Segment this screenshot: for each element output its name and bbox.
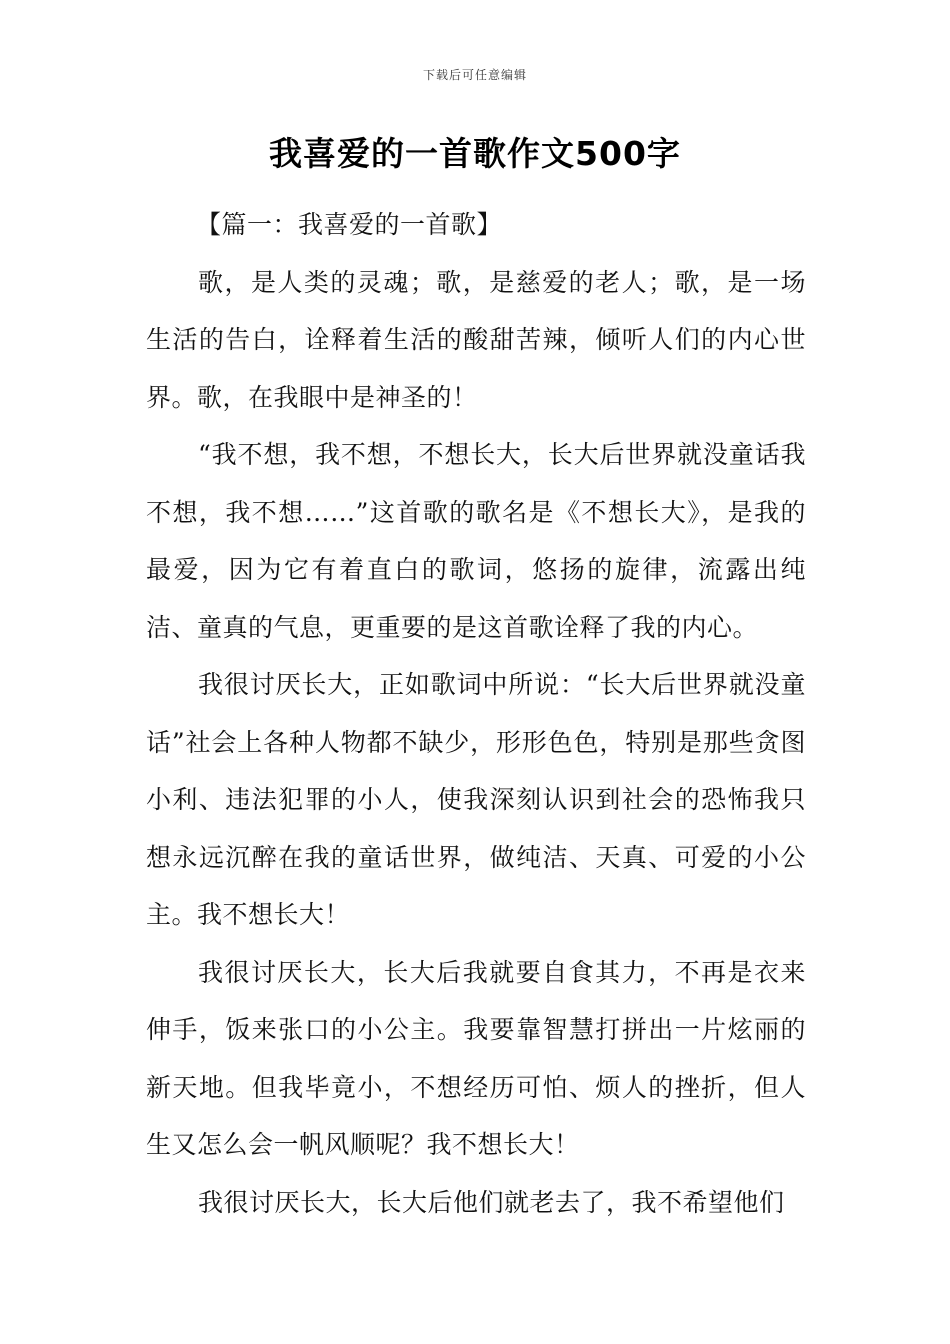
essay-body bbox=[146, 196, 806, 1231]
paragraph-5: 我很讨厌长大，长大后他们就老去了，我不希望他们 bbox=[198, 1187, 785, 1217]
header-note: 下载后可任意编辑 bbox=[422, 68, 527, 82]
paragraph-2: “我不想，我不想，不想长大，长大后世界就没童话我不想，我不想……”这首歌的歌名是《不想长大》，是我的最爱，因为它有着直白的歌词，悠扬的旋律，流露出纯洁、童真的气息，更重要的是这首歌诠释了我的内心。 bbox=[146, 440, 806, 642]
page-title: 我喜爱的一首歌作文500字 bbox=[269, 134, 681, 173]
paragraph-1: 歌，是人类的灵魂；歌，是慈爱的老人；歌，是一场生活的告白，诠释着生活的酸甜苦辣，倾听人们的内心世界。歌，在我眼中是神圣的！ bbox=[146, 267, 806, 412]
paragraph-4: 我很讨厌长大，长大后我就要自食其力，不再是衣来伸手，饭来张口的小公主。我要靠智慧打拼出一片炫丽的新天地。但我毕竟小，不想经历可怕、烦人的挫折，但人生又怎么会一帆风顺呢？我不想长大！ bbox=[146, 957, 806, 1159]
paragraph-3: 我很讨厌长大，正如歌词中所说：“长大后世界就没童话”社会上各种人物都不缺少，形形色色，特别是那些贪图小利、违法犯罪的小人，使我深刻认识到社会的恐怖我只想永远沉醉在我的童话世界，做纯洁、天真、可爱的小公主。我不想长大！ bbox=[146, 670, 806, 929]
section-heading: 【篇一：我喜爱的一首歌】 bbox=[196, 210, 503, 239]
